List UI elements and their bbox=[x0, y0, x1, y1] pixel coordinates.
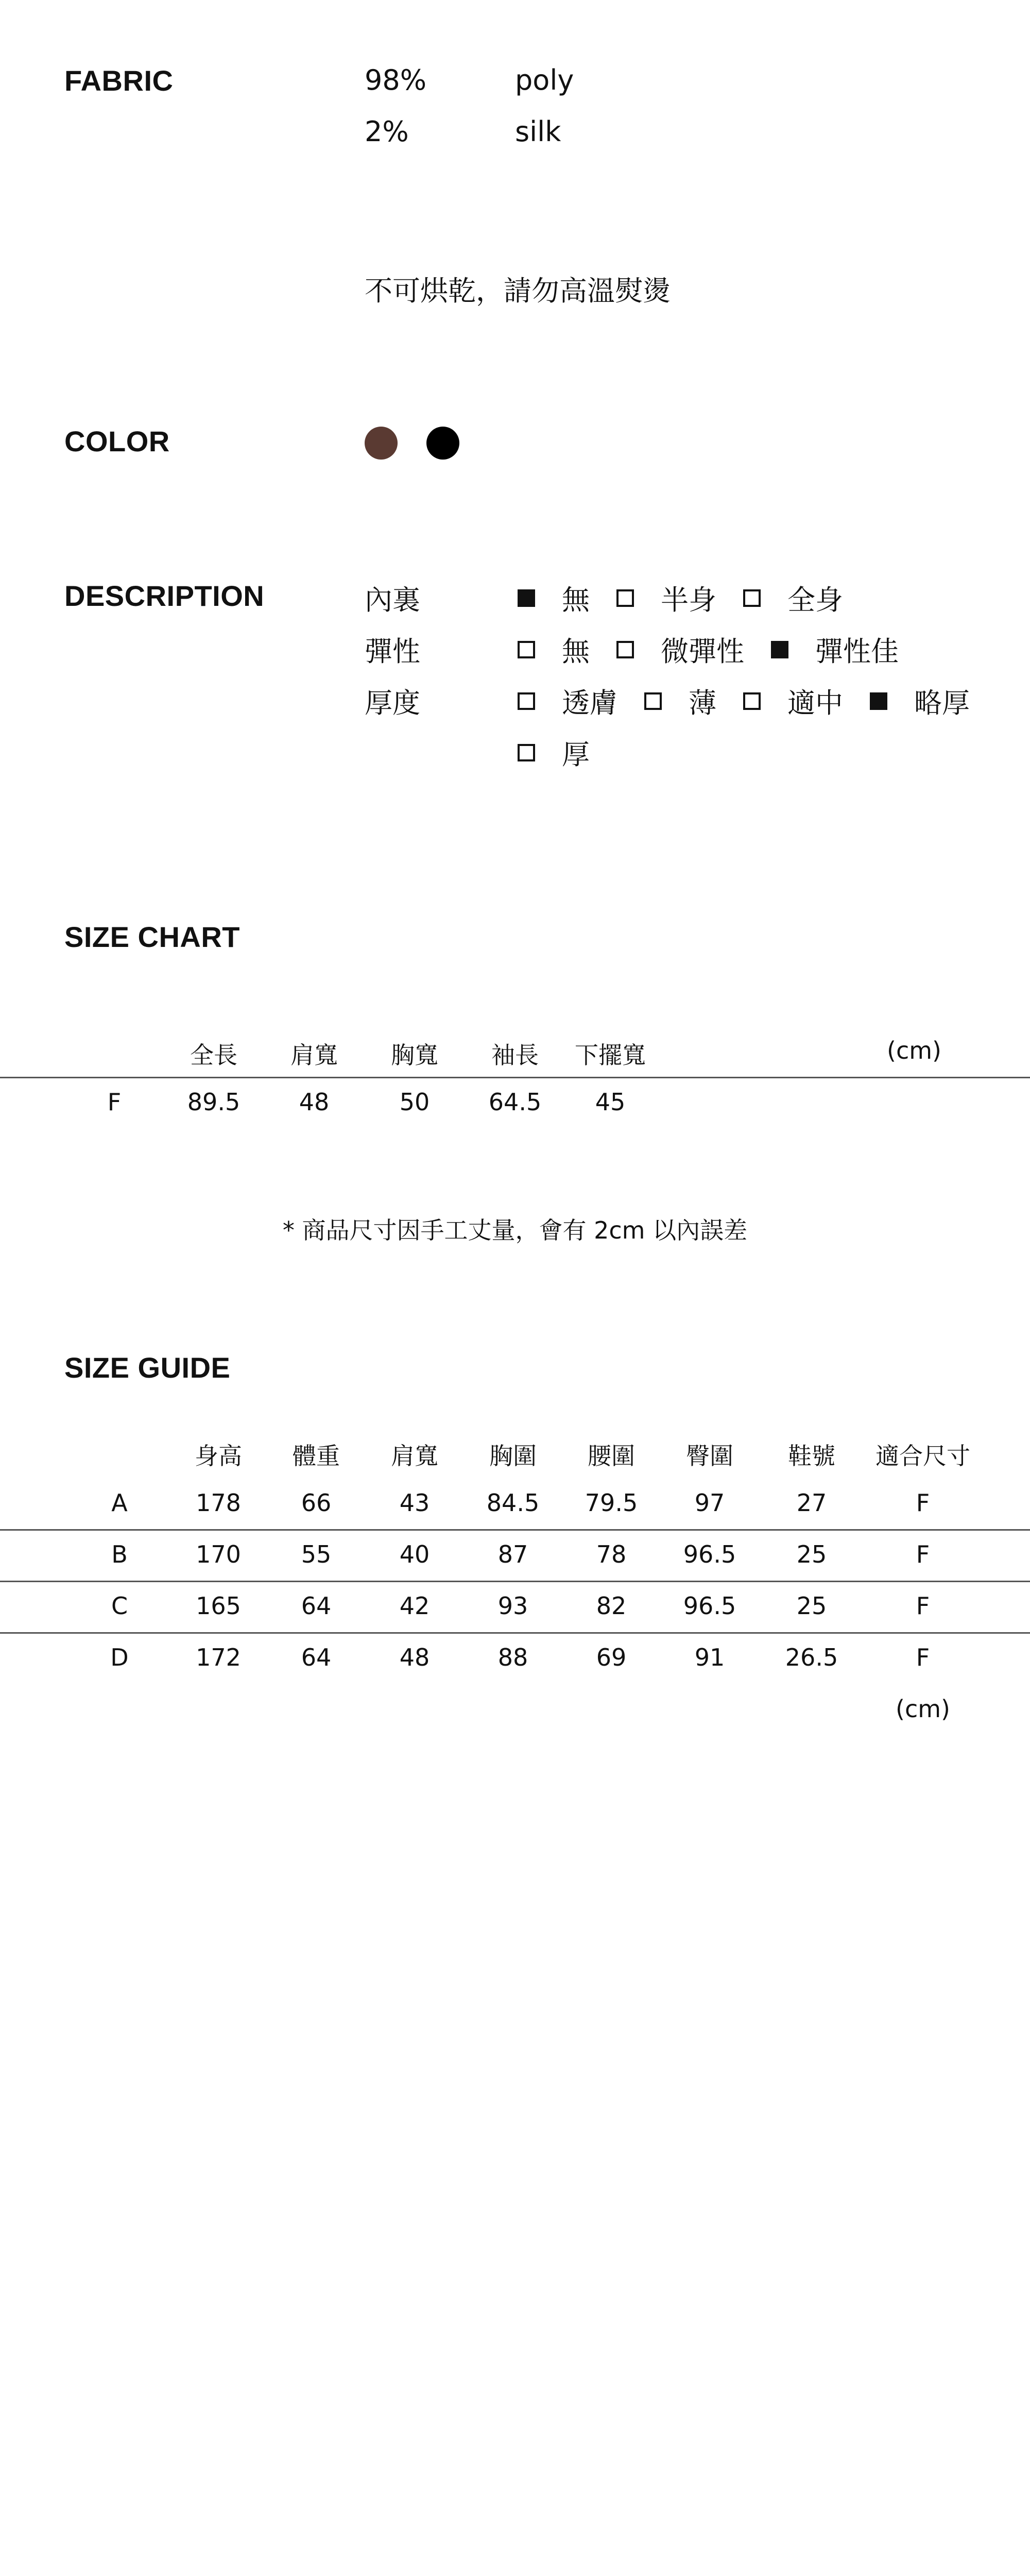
size-guide-title: SIZE GUIDE bbox=[64, 1351, 231, 1384]
fabric-percent: 98% bbox=[365, 64, 427, 96]
size-guide-cell: F bbox=[916, 1643, 930, 1671]
lining-options bbox=[518, 578, 843, 618]
option-label: 薄 bbox=[689, 687, 716, 719]
size-guide-cell: 82 bbox=[596, 1592, 627, 1620]
size-guide-cell: 84.5 bbox=[486, 1489, 540, 1517]
size-guide-cell: 87 bbox=[497, 1540, 528, 1568]
size-chart-title: SIZE CHART bbox=[64, 921, 240, 953]
unchecked-box-icon bbox=[743, 589, 761, 607]
option-label: 彈性佳 bbox=[815, 635, 899, 668]
size-guide-header: 肩寬 bbox=[391, 1442, 438, 1470]
table-divider bbox=[0, 1632, 1030, 1634]
table-divider bbox=[0, 1581, 1030, 1582]
size-guide-cell: 25 bbox=[796, 1540, 827, 1568]
size-guide-cell: 48 bbox=[399, 1643, 430, 1671]
option-label: 無 bbox=[562, 635, 590, 668]
size-guide-header: 胸圍 bbox=[489, 1442, 537, 1470]
thickness-options-cont bbox=[518, 733, 590, 772]
fabric-label: FABRIC bbox=[64, 64, 174, 97]
option-label: 透膚 bbox=[562, 687, 617, 719]
model-label: D bbox=[110, 1643, 129, 1671]
size-guide-cell: 66 bbox=[301, 1489, 332, 1517]
black-swatch[interactable] bbox=[426, 427, 459, 460]
size-guide-header: 身高 bbox=[195, 1442, 242, 1470]
elasticity-options bbox=[518, 630, 899, 669]
unchecked-box-icon bbox=[644, 692, 662, 710]
size-chart-cell: 64.5 bbox=[488, 1088, 542, 1116]
option-label: 無 bbox=[562, 584, 590, 616]
size-chart-note: * 商品尺寸因手工丈量，會有 2cm 以內誤差 bbox=[282, 1216, 748, 1244]
unchecked-box-icon bbox=[616, 641, 634, 658]
size-chart-header: 袖長 bbox=[491, 1041, 539, 1069]
size-guide-cell: 55 bbox=[301, 1540, 332, 1568]
model-label: B bbox=[111, 1540, 128, 1568]
checked-box-icon bbox=[870, 692, 887, 710]
size-guide-cell: 96.5 bbox=[683, 1592, 736, 1620]
size-guide-cell: 40 bbox=[399, 1540, 430, 1568]
size-guide-cell: F bbox=[916, 1489, 930, 1517]
size-guide-cell: 170 bbox=[196, 1540, 241, 1568]
size-guide-cell: 64 bbox=[301, 1643, 332, 1671]
size-guide-cell: 93 bbox=[497, 1592, 528, 1620]
size-chart-header: 下擺寬 bbox=[575, 1041, 646, 1069]
size-guide-cell: 27 bbox=[796, 1489, 827, 1517]
size-chart-header: 肩寬 bbox=[290, 1041, 338, 1069]
table-divider bbox=[0, 1529, 1030, 1531]
option-label: 全身 bbox=[787, 584, 843, 616]
size-guide-header: 體重 bbox=[293, 1442, 340, 1470]
size-guide-cell: 43 bbox=[399, 1489, 430, 1517]
option-label: 半身 bbox=[661, 584, 716, 616]
size-guide-unit: (cm) bbox=[896, 1695, 950, 1723]
size-guide-cell: 78 bbox=[596, 1540, 627, 1568]
lining-label: 內裏 bbox=[365, 584, 420, 616]
size-guide-cell: 42 bbox=[399, 1592, 430, 1620]
size-guide-cell: 26.5 bbox=[785, 1643, 838, 1671]
fabric-material: silk bbox=[515, 115, 561, 148]
fabric-material: poly bbox=[515, 64, 574, 96]
checked-box-icon bbox=[518, 589, 535, 607]
checked-box-icon bbox=[771, 641, 788, 658]
size-guide-cell: 97 bbox=[694, 1489, 725, 1517]
care-instructions: 不可烘乾，請勿高溫熨燙 bbox=[365, 275, 671, 307]
model-label: A bbox=[111, 1489, 128, 1517]
option-label: 適中 bbox=[787, 687, 843, 719]
size-guide-header: 適合尺寸 bbox=[876, 1442, 970, 1470]
option-label: 微彈性 bbox=[661, 635, 744, 668]
size-guide-header: 腰圍 bbox=[588, 1442, 635, 1470]
thickness-label: 厚度 bbox=[365, 687, 420, 719]
size-chart-cell: 48 bbox=[299, 1088, 330, 1116]
size-guide-cell: 178 bbox=[196, 1489, 241, 1517]
size-guide-cell: 69 bbox=[596, 1643, 627, 1671]
size-guide-cell: 91 bbox=[694, 1643, 725, 1671]
thickness-options bbox=[518, 681, 970, 721]
size-guide-cell: 165 bbox=[196, 1592, 241, 1620]
option-label: 厚 bbox=[562, 738, 590, 771]
size-chart-header: 胸寬 bbox=[391, 1041, 438, 1069]
description-label: DESCRIPTION bbox=[64, 580, 265, 612]
size-guide-cell: 88 bbox=[497, 1643, 528, 1671]
size-guide-cell: F bbox=[916, 1592, 930, 1620]
size-guide-cell: 79.5 bbox=[585, 1489, 638, 1517]
size-guide-cell: 25 bbox=[796, 1592, 827, 1620]
size-chart-cell: 50 bbox=[399, 1088, 430, 1116]
size-guide-cell: 64 bbox=[301, 1592, 332, 1620]
size-guide-header: 鞋號 bbox=[788, 1442, 835, 1470]
size-chart-cell: 45 bbox=[595, 1088, 626, 1116]
unchecked-box-icon bbox=[743, 692, 761, 710]
fabric-percent: 2% bbox=[365, 115, 409, 148]
unchecked-box-icon bbox=[518, 641, 535, 658]
option-label: 略厚 bbox=[914, 687, 970, 719]
size-chart-unit: (cm) bbox=[887, 1037, 941, 1064]
size-guide-cell: 172 bbox=[196, 1643, 241, 1671]
model-label: C bbox=[111, 1592, 128, 1620]
unchecked-box-icon bbox=[518, 744, 535, 761]
unchecked-box-icon bbox=[518, 692, 535, 710]
brown-swatch[interactable] bbox=[365, 427, 398, 460]
color-label: COLOR bbox=[64, 425, 170, 457]
size-chart-cell: 89.5 bbox=[187, 1088, 241, 1116]
size-chart-header: 全長 bbox=[190, 1041, 237, 1069]
elasticity-label: 彈性 bbox=[365, 635, 420, 668]
size-guide-cell: 96.5 bbox=[683, 1540, 736, 1568]
size-guide-header: 臀圍 bbox=[686, 1442, 733, 1470]
table-divider bbox=[0, 1077, 1030, 1078]
size-chart-size: F bbox=[107, 1088, 122, 1116]
unchecked-box-icon bbox=[616, 589, 634, 607]
size-guide-cell: F bbox=[916, 1540, 930, 1568]
